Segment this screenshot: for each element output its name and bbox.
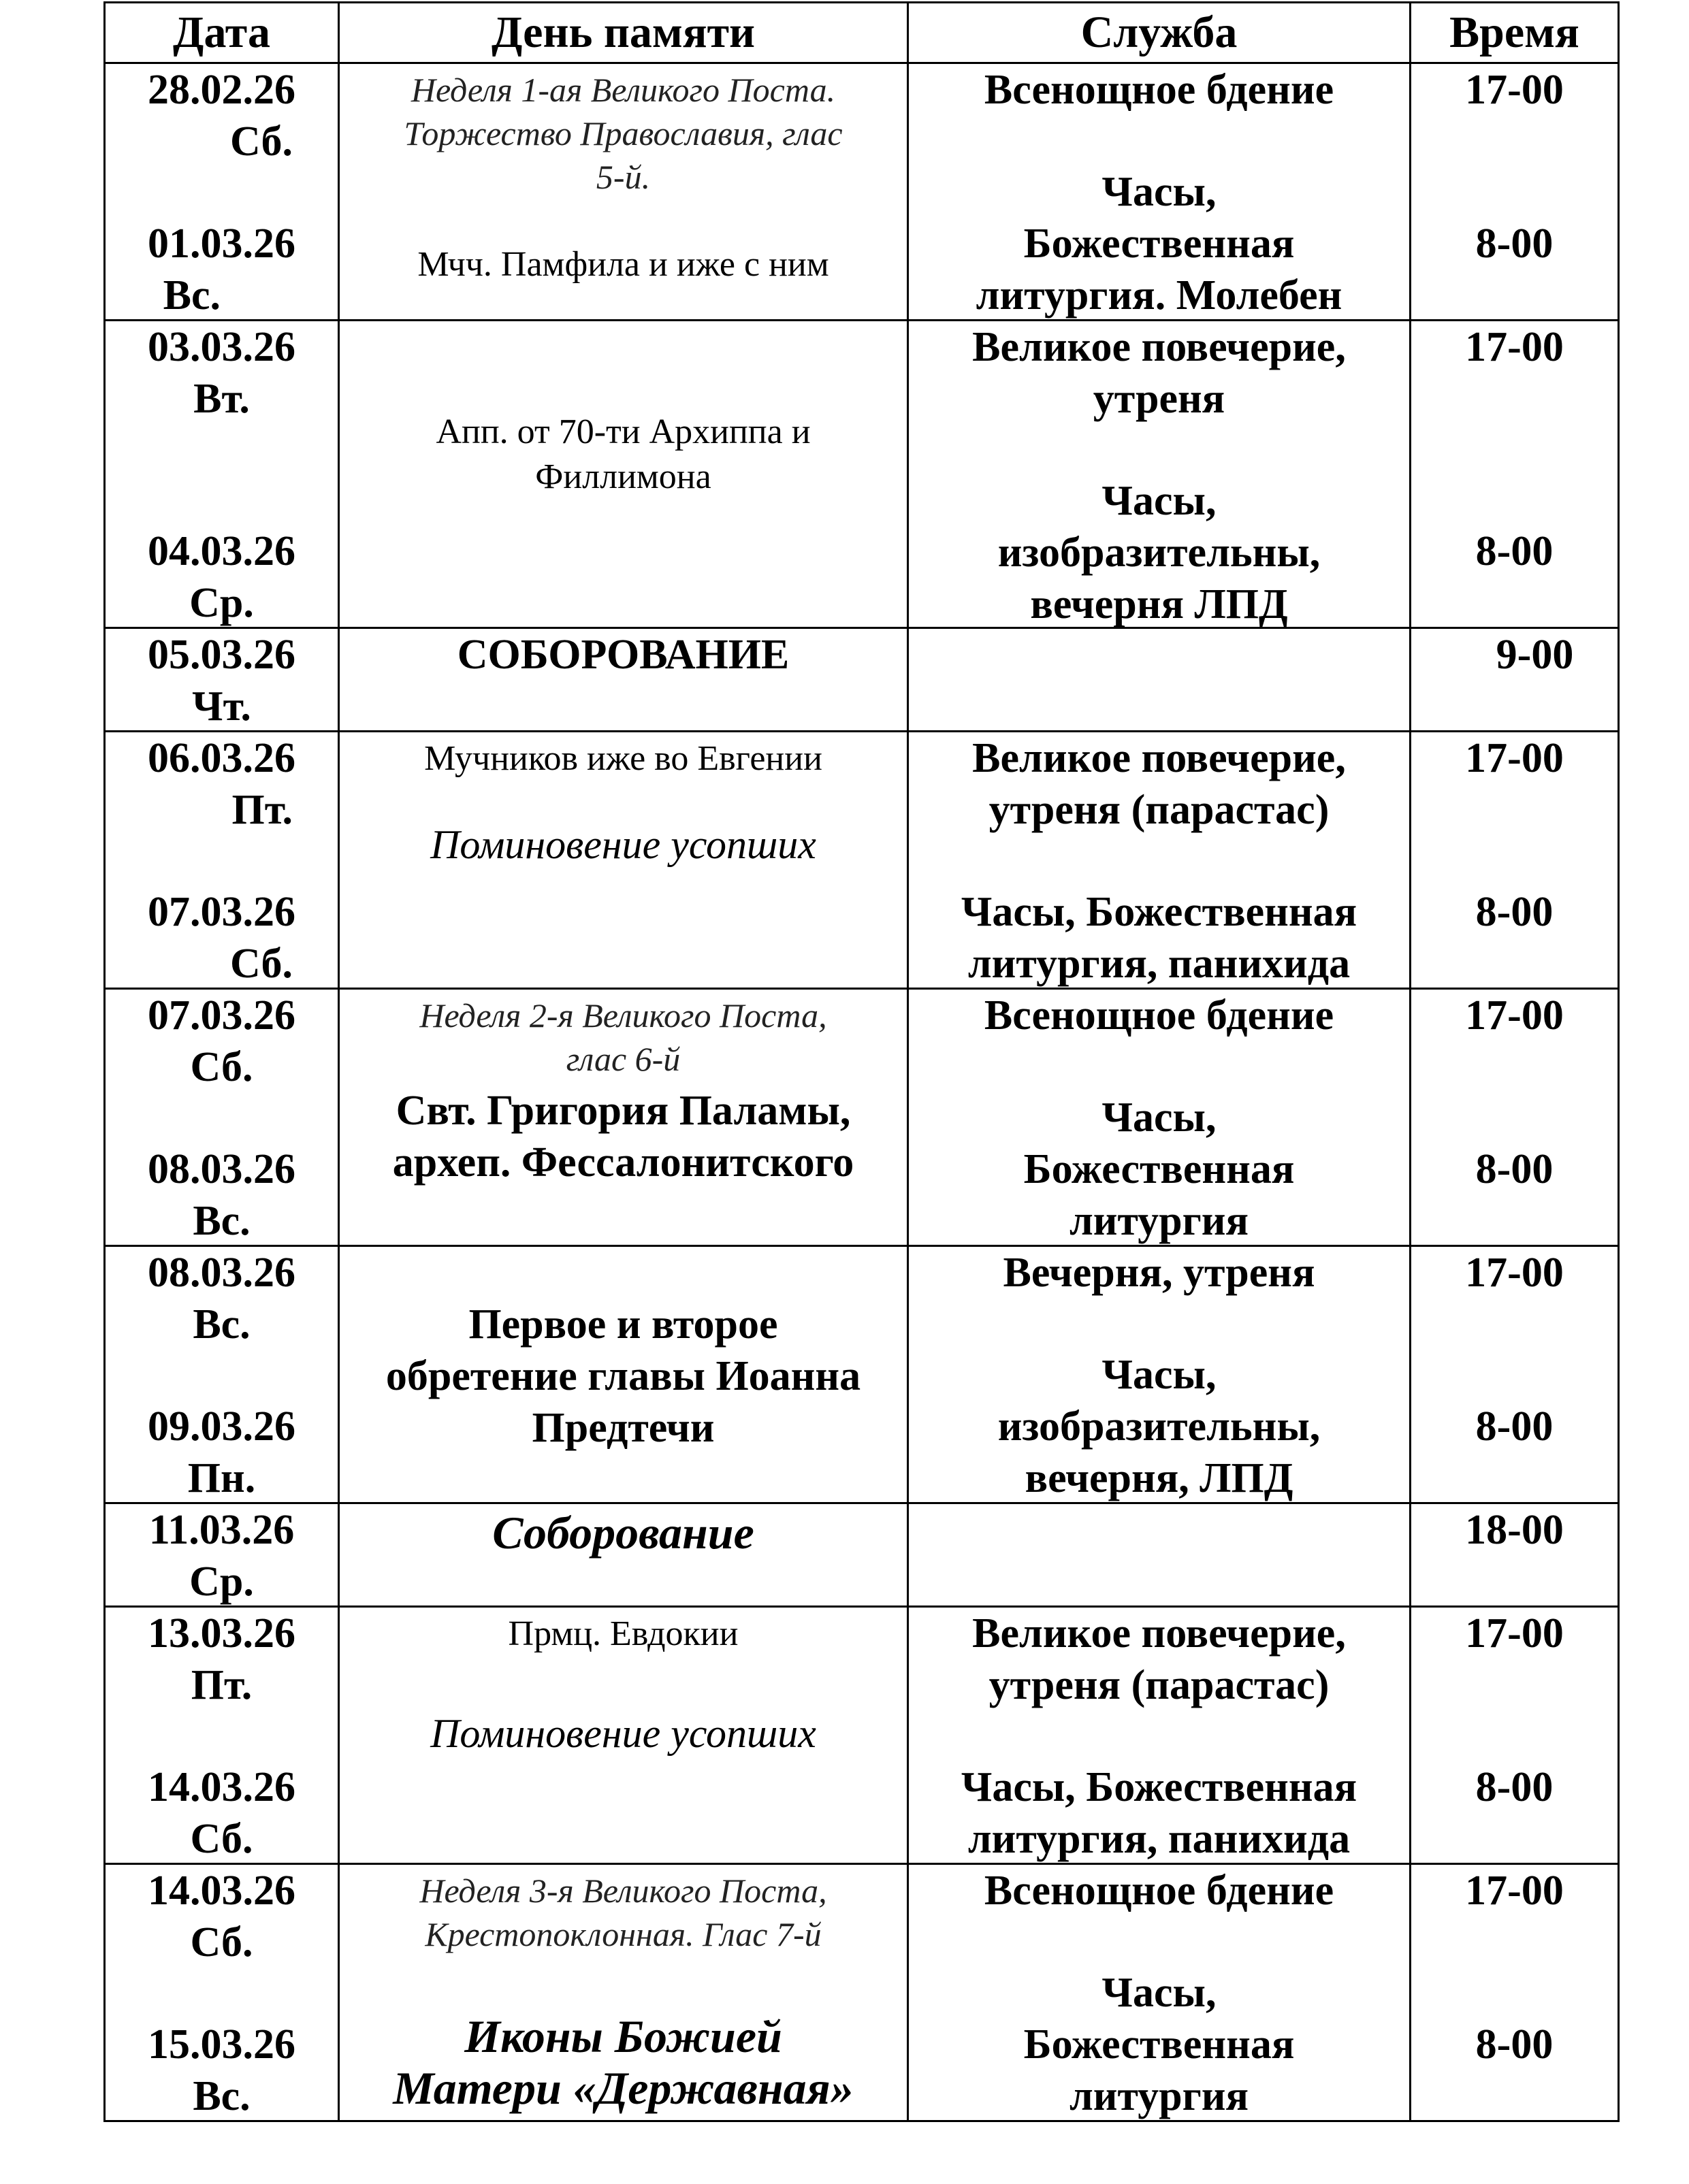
service-line: Часы,: [1101, 1970, 1217, 2016]
table-row: [105, 989, 1619, 1246]
table-row: [105, 321, 1619, 628]
header-feast: День памяти: [339, 3, 908, 63]
date: 14.03.26: [148, 1868, 295, 1914]
weekday: Вс.: [163, 272, 221, 319]
time: 18-00: [1465, 1507, 1564, 1553]
time: 8-00: [1475, 528, 1554, 574]
weekday: Чт.: [192, 683, 251, 730]
time-cell: [1411, 1864, 1619, 2121]
service-cell: [908, 628, 1411, 732]
service-line: Часы,: [1101, 1094, 1217, 1141]
feast-title: СОБОРОВАНИЕ: [457, 632, 790, 678]
feast-line: Прмц. Евдокии: [508, 1614, 739, 1653]
service-line: Великое повечерие,: [972, 1610, 1346, 1657]
table-row: [105, 628, 1619, 732]
date: 07.03.26: [148, 889, 295, 935]
service-line: Великое повечерие,: [972, 735, 1346, 781]
service-cell: [908, 321, 1411, 628]
date: 04.03.26: [148, 528, 295, 574]
feast-line: Филлимона: [535, 457, 711, 496]
time: 8-00: [1475, 1764, 1554, 1810]
date: 01.03.26: [148, 221, 295, 267]
feast-line: Свт. Григория Паламы,: [396, 1088, 851, 1134]
time-cell: [1411, 1607, 1619, 1864]
time-cell: [1411, 1503, 1619, 1607]
service-line: Божественная: [1023, 1146, 1295, 1192]
date: 03.03.26: [148, 324, 295, 370]
feast-line: обретение главы Иоанна: [385, 1353, 861, 1399]
feast-line: Неделя 3-я Великого Поста,: [419, 1872, 827, 1910]
service-cell: [908, 1607, 1411, 1864]
feast-line: Крестопоклонная. Глас 7-й: [425, 1915, 822, 1953]
weekday: Ср.: [189, 580, 254, 626]
date: 06.03.26: [148, 735, 295, 781]
feast-cell: [339, 321, 908, 628]
time: 8-00: [1475, 1403, 1554, 1450]
service-line: изобразительны,: [997, 529, 1321, 576]
time: 17-00: [1465, 67, 1564, 113]
feast-line: 5-й.: [596, 158, 651, 196]
weekday: Сб.: [229, 941, 293, 987]
date-cell: [105, 1607, 339, 1864]
service-line: Часы, Божественная: [961, 889, 1357, 935]
time-cell: [1411, 732, 1619, 989]
feast-cell: [339, 1246, 908, 1503]
date-cell: [105, 989, 339, 1246]
service-line: Всенощное бдение: [984, 992, 1334, 1039]
time-cell: [1411, 321, 1619, 628]
feast-line: Апп. от 70-ти Архиппа и: [436, 412, 811, 451]
table-row: [105, 1607, 1619, 1864]
date: 08.03.26: [148, 1146, 295, 1192]
service-line: Часы,: [1101, 1352, 1217, 1398]
service-line: утреня (парастас): [988, 1662, 1330, 1708]
service-line: Всенощное бдение: [984, 1868, 1334, 1914]
feast-line: Поминовение усопших: [430, 822, 816, 867]
service-line: Часы,: [1101, 169, 1217, 215]
time: 8-00: [1475, 1146, 1554, 1192]
service-cell: [908, 1503, 1411, 1607]
service-line: Вечерня, утреня: [1003, 1250, 1315, 1296]
service-cell: [908, 732, 1411, 989]
weekday: Пт.: [231, 787, 293, 833]
weekday: Вс.: [193, 1301, 251, 1348]
weekday: Сб.: [190, 1919, 253, 1966]
service-line: Божественная: [1023, 2021, 1295, 2068]
feast-cell: [339, 63, 908, 321]
time: 17-00: [1465, 992, 1564, 1039]
header-time: Время: [1411, 3, 1619, 63]
weekday: Сб.: [190, 1044, 253, 1090]
feast-cell: [339, 732, 908, 989]
time: 17-00: [1465, 324, 1564, 370]
service-line: Божественная: [1023, 221, 1295, 267]
table-row: [105, 1864, 1619, 2121]
date: 14.03.26: [148, 1764, 295, 1810]
weekday: Ср.: [189, 1559, 254, 1605]
service-line: литургия, панихида: [967, 1816, 1351, 1862]
weekday: Пн.: [187, 1455, 256, 1501]
service-line: утреня: [1093, 376, 1225, 422]
date-cell: [105, 321, 339, 628]
date: 13.03.26: [148, 1610, 295, 1657]
time: 17-00: [1465, 1868, 1564, 1914]
schedule-table: [103, 1, 1620, 2122]
date: 07.03.26: [148, 992, 295, 1039]
feast-line: Мчч. Памфила и иже с ним: [417, 245, 829, 284]
service-line: литургия. Молебен: [976, 272, 1342, 319]
service-cell: [908, 1246, 1411, 1503]
feast-line: глас 6-й: [566, 1040, 681, 1078]
time: 17-00: [1465, 1610, 1564, 1657]
service-cell: [908, 1864, 1411, 2121]
feast-cell: [339, 1503, 908, 1607]
feast-line: Мучников иже во Евгении: [424, 739, 822, 778]
service-line: Часы,: [1101, 478, 1217, 524]
feast-line: археп. Фессалонитского: [392, 1139, 854, 1186]
date-cell: [105, 732, 339, 989]
feast-cell: [339, 1864, 908, 2121]
service-cell: [908, 63, 1411, 321]
time-cell: [1411, 63, 1619, 321]
date: 11.03.26: [148, 1507, 295, 1553]
time-cell: [1411, 628, 1619, 732]
date: 15.03.26: [148, 2021, 295, 2068]
date-cell: [105, 1503, 339, 1607]
time: 17-00: [1465, 735, 1564, 781]
service-line: Великое повечерие,: [972, 324, 1346, 370]
service-line: вечерня, ЛПД: [1025, 1455, 1293, 1501]
service-cell: [908, 989, 1411, 1246]
feast-line: Неделя 1-ая Великого Поста.: [411, 71, 836, 109]
header-row: [105, 3, 1619, 63]
service-line: утреня (парастас): [988, 787, 1330, 833]
feast-cell: [339, 989, 908, 1246]
date: 05.03.26: [148, 632, 295, 678]
service-line: изобразительны,: [997, 1403, 1321, 1450]
date-cell: [105, 63, 339, 321]
weekday: Сб.: [229, 118, 293, 165]
table-row: [105, 1246, 1619, 1503]
feast-line: Предтечи: [532, 1405, 715, 1451]
service-line: Всенощное бдение: [984, 67, 1334, 113]
date: 28.02.26: [148, 67, 295, 113]
time: 9-00: [1496, 632, 1574, 678]
feast-line: Иконы Божией: [464, 2010, 782, 2062]
feast-title: Соборование: [492, 1507, 754, 1559]
table-row: [105, 63, 1619, 321]
date-cell: [105, 1864, 339, 2121]
date-cell: [105, 1246, 339, 1503]
service-line: вечерня ЛПД: [1030, 581, 1288, 628]
feast-line: Поминовение усопших: [430, 1711, 816, 1756]
date: 08.03.26: [148, 1250, 295, 1296]
service-line: литургия: [1069, 1198, 1249, 1244]
time-cell: [1411, 989, 1619, 1246]
feast-cell: [339, 1607, 908, 1864]
time: 8-00: [1475, 221, 1554, 267]
date: 09.03.26: [148, 1403, 295, 1450]
table-row: [105, 732, 1619, 989]
weekday: Вс.: [193, 2073, 251, 2119]
feast-line: Торжество Православия, глас: [404, 114, 843, 152]
table-row: [105, 1503, 1619, 1607]
service-line: литургия: [1069, 2073, 1249, 2119]
feast-cell: [339, 628, 908, 732]
service-line: Часы, Божественная: [961, 1764, 1357, 1810]
header-service: Служба: [908, 3, 1411, 63]
time-cell: [1411, 1246, 1619, 1503]
weekday: Вс.: [193, 1198, 251, 1244]
weekday: Сб.: [190, 1816, 253, 1862]
service-line: литургия, панихида: [967, 941, 1351, 987]
weekday: Пт.: [191, 1662, 253, 1708]
header-date: Дата: [105, 3, 339, 63]
weekday: Вт.: [193, 376, 250, 422]
time: 8-00: [1475, 2021, 1554, 2068]
date-cell: [105, 628, 339, 732]
time: 8-00: [1475, 889, 1554, 935]
feast-line: Первое и второе: [468, 1301, 778, 1348]
feast-line: Неделя 2-я Великого Поста,: [419, 996, 827, 1034]
feast-line: Матери «Державная»: [393, 2062, 854, 2114]
time: 17-00: [1465, 1250, 1564, 1296]
